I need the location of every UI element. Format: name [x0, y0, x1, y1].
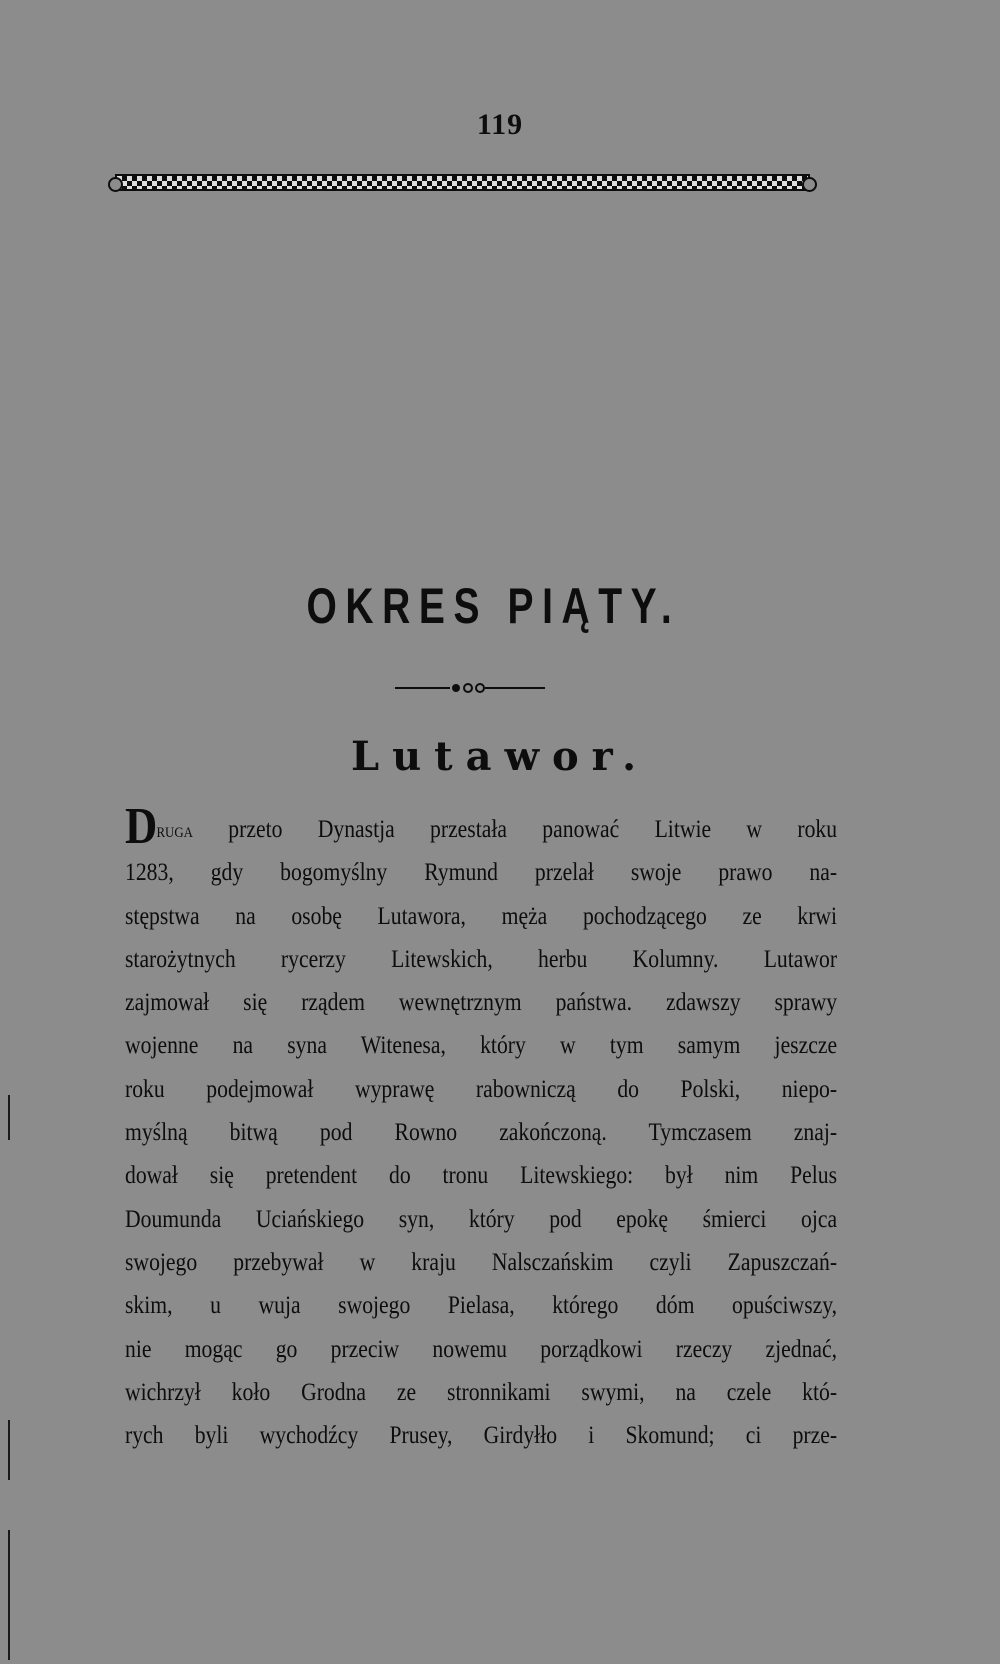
text-line: nie mogąc go przeciw nowemu porządkowi rzeczy zjednać,: [125, 1335, 838, 1363]
text-line: dował się pretendent do tronu Litewskiego: był nim Pelus: [125, 1162, 838, 1190]
scan-margin-mark: [8, 1420, 10, 1480]
first-word-rest: ruga: [156, 817, 194, 842]
text-line: wichrzył koło Grodna ze stronnikami swymi, na czele któ-: [125, 1378, 838, 1406]
ornament-dot: [452, 684, 460, 692]
ornament-dot: [464, 684, 472, 692]
text-line: myślną bitwą pod Rowno zakończoną. Tymczasem znaj-: [125, 1119, 838, 1147]
header-ornament-bar: [115, 174, 810, 191]
body-text: [125, 798, 838, 1457]
divider-ornament: [395, 682, 545, 694]
text-line: rych byli wychodźcy Prusey, Girdyłło i Skomund; ci prze-: [125, 1422, 838, 1450]
scan-margin-mark: [8, 1530, 10, 1660]
ornament-dot: [476, 684, 484, 692]
text-line: roku podejmował wyprawę rabowniczą do Polski, niepo-: [125, 1075, 838, 1103]
text-line: skim, u wuja swojego Pielasa, którego dóm opuściwszy,: [125, 1292, 838, 1320]
text-line: Doumunda Uciańskiego syn, który pod epokę śmierci ojca: [125, 1205, 838, 1233]
page-number: 119: [476, 108, 524, 141]
section-title: OKRES PIĄTY.: [306, 578, 681, 634]
text-line: wojenne na syna Witenesa, który w tym samym jeszcze: [125, 1032, 838, 1060]
text-line: swojego przebywał w kraju Nalsczańskim czyli Zapuszczań-: [125, 1248, 838, 1276]
drop-cap: D: [125, 798, 157, 855]
text-line: starożytnych rycerzy Litewskich, herbu Kolumny. Lutawor: [125, 945, 838, 973]
text-line: zajmował się rządem wewnętrznym państwa. zdawszy sprawy: [125, 989, 838, 1017]
text-line: stępstwa na osobę Lutawora, męża pochodzącego ze krwi: [125, 902, 838, 930]
text-line: Druga przeto Dynastja przestała panować Litwie w roku: [125, 798, 838, 855]
scan-margin-mark: [8, 1095, 10, 1140]
text-line: 1283, gdy bogomyślny Rymund przelał swoje prawo na-: [125, 859, 838, 887]
chapter-title: Lutawor.: [350, 733, 650, 780]
